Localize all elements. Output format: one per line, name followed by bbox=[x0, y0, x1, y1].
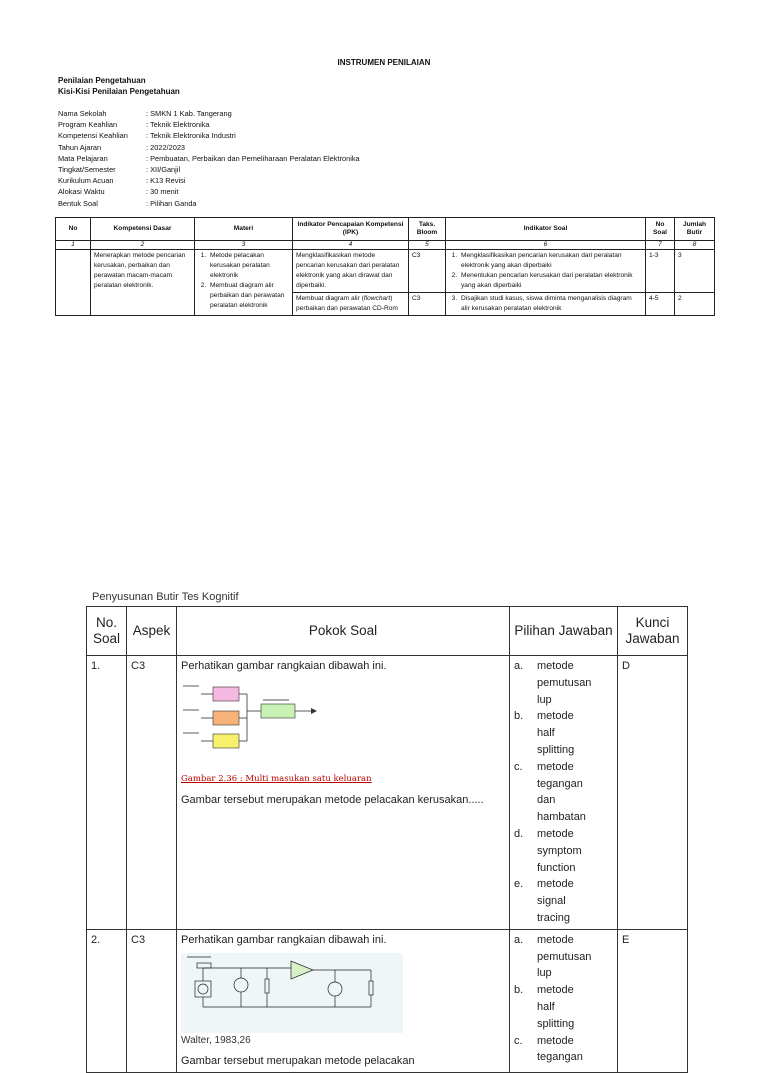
bloom-cell: C3 bbox=[409, 250, 446, 293]
question-text: Gambar tersebut merupakan metode pelacakan kerusakan..... bbox=[181, 793, 484, 806]
col-header: Pokok Soal bbox=[177, 607, 510, 656]
meta-row bbox=[58, 108, 360, 119]
column-number: 2 bbox=[91, 241, 195, 250]
col-header: Taks. Bloom bbox=[409, 218, 446, 241]
col-header: Kunci Jawaban bbox=[618, 607, 688, 656]
option-letter: d. bbox=[514, 827, 524, 840]
table-header-row bbox=[56, 218, 715, 241]
figure-caption: Gambar 2.36 : Multi masukan satu keluaran bbox=[181, 773, 372, 784]
meta-value: : 2022/2023 bbox=[146, 142, 186, 152]
meta-key: Tahun Ajaran bbox=[58, 142, 102, 152]
circuit-diagram-image bbox=[181, 953, 403, 1033]
indikator-soal-cell bbox=[446, 293, 646, 316]
section-title: Penyusunan Butir Tes Kognitif bbox=[92, 591, 239, 603]
option-letter: b. bbox=[514, 984, 524, 997]
table-row bbox=[87, 656, 688, 930]
column-number: 8 bbox=[675, 241, 715, 250]
pilihan-jawaban-cell bbox=[510, 656, 618, 930]
meta-row bbox=[58, 153, 360, 164]
answer-option bbox=[514, 826, 613, 876]
meta-key: Nama Sekolah bbox=[58, 109, 107, 118]
option-text: metode half splitting bbox=[537, 710, 575, 756]
meta-key: Mata Pelajaran bbox=[58, 153, 108, 163]
meta-value: : Pilihan Ganda bbox=[146, 198, 197, 208]
col-header: Indikator Soal bbox=[446, 218, 646, 241]
multi-input-diagram bbox=[181, 681, 341, 771]
col-header: Aspek bbox=[127, 607, 177, 656]
option-text: metode symptom function bbox=[537, 827, 582, 874]
meta-value: : Teknik Elektronika bbox=[146, 120, 210, 130]
table-row bbox=[87, 929, 688, 1072]
answer-option bbox=[514, 876, 613, 926]
col-header: Pilihan Jawaban bbox=[510, 607, 618, 656]
heading-kisi-kisi: Kisi-Kisi Penilaian Pengetahuan bbox=[58, 87, 180, 96]
meta-key: Kompetensi Keahlian bbox=[58, 131, 128, 141]
answer-option bbox=[514, 759, 613, 826]
option-text: metode pemutusan lup bbox=[537, 933, 592, 980]
column-number: 7 bbox=[646, 241, 675, 250]
pilihan-jawaban-cell bbox=[510, 929, 618, 1072]
meta-value: : Pembuatan, Perbaikan dan Pemeliharaan Peralatan Elektronika bbox=[146, 153, 360, 163]
no-soal-cell: 4-5 bbox=[646, 293, 675, 316]
meta-value: : XII/Ganjil bbox=[146, 165, 181, 175]
circuit-diagram-image bbox=[181, 681, 341, 771]
soal-number: 1. bbox=[87, 656, 127, 930]
col-header: No Soal bbox=[646, 218, 675, 241]
figure-caption: Walter, 1983,26 bbox=[181, 1034, 251, 1046]
meta-row bbox=[58, 130, 360, 141]
indikator-item: 2. Menentukan pencarian kerusakan dari peralatan elektronik yang akan diperbaiki bbox=[459, 271, 642, 291]
option-letter: c. bbox=[514, 1034, 523, 1047]
meta-key: Bentuk Soal bbox=[58, 198, 98, 208]
answer-option bbox=[514, 932, 613, 982]
col-header: Materi bbox=[195, 218, 293, 241]
indikator-item: 1. Mengklasifikasikan pencarian kerusakan dari peralatan elektronik yang akan diperbaiki bbox=[459, 251, 642, 271]
meta-key: Alokasi Waktu bbox=[58, 187, 105, 197]
meta-value: : SMKN 1 Kab. Tangerang bbox=[146, 109, 232, 118]
option-letter: c. bbox=[514, 760, 523, 773]
kunci-jawaban: D bbox=[618, 656, 688, 930]
jumlah-butir-cell: 3 bbox=[675, 250, 715, 293]
signal-circuit-diagram bbox=[181, 953, 403, 1033]
meta-value: : 30 menit bbox=[146, 187, 179, 197]
no-soal-cell: 1-3 bbox=[646, 250, 675, 293]
question-stem: Perhatikan gambar rangkaian dibawah ini. bbox=[181, 933, 387, 946]
col-header: Kompetensi Dasar bbox=[91, 218, 195, 241]
meta-row bbox=[58, 164, 360, 175]
option-letter: a. bbox=[514, 933, 524, 946]
question-text: Gambar tersebut merupakan metode pelacakan bbox=[181, 1055, 415, 1068]
ipk-cell: Mengklasifikasikan metode pencarian kerusakan dari peralatan elektronik yang akan dirawat dan diperbaiki. bbox=[293, 250, 409, 293]
indikator-soal-cell bbox=[446, 250, 646, 293]
option-letter: a. bbox=[514, 660, 524, 672]
materi-item: 2. Membuat diagram alir perbaikan dan perawatan peralatan elektronik bbox=[208, 281, 289, 311]
col-header: No bbox=[56, 218, 91, 241]
table-row bbox=[56, 250, 715, 293]
column-number-row bbox=[56, 241, 715, 250]
col-header: No. Soal bbox=[87, 607, 127, 656]
kompetensi-dasar-cell: Menerapkan metode pencarian kerusakan, perbaikan dan perawatan macam-macam peralatan elektronik. bbox=[91, 250, 195, 316]
meta-value: : Teknik Elektronika Industri bbox=[146, 131, 236, 141]
question-stem: Perhatikan gambar rangkaian dibawah ini. bbox=[181, 660, 387, 672]
option-text: metode half splitting bbox=[537, 984, 575, 1030]
kisi-kisi-table bbox=[55, 217, 715, 316]
kunci-jawaban: E bbox=[618, 929, 688, 1072]
meta-key: Tingkat/Semester bbox=[58, 165, 116, 175]
meta-row bbox=[58, 198, 360, 209]
jumlah-butir-cell: 2 bbox=[675, 293, 715, 316]
col-header: Jumlah Butir bbox=[675, 218, 715, 241]
bloom-cell: C3 bbox=[409, 293, 446, 316]
butir-tes-table bbox=[86, 606, 688, 1073]
answer-option bbox=[514, 658, 613, 708]
option-letter: e. bbox=[514, 878, 524, 891]
answer-option bbox=[514, 982, 613, 1032]
meta-row bbox=[58, 142, 360, 153]
option-text: metode signal tracing bbox=[537, 878, 574, 924]
ipk-text: ) perbaikan dan perawatan CD-Rom bbox=[296, 295, 398, 312]
meta-value: : K13 Revisi bbox=[146, 176, 186, 186]
ipk-cell bbox=[293, 293, 409, 316]
column-number: 5 bbox=[409, 241, 446, 250]
soal-aspek: C3 bbox=[127, 656, 177, 930]
option-letter: b. bbox=[514, 710, 524, 723]
option-text: metode tegangan dan hambatan bbox=[537, 760, 586, 824]
table-header-row bbox=[87, 607, 688, 656]
meta-key: Kurikulum Acuan bbox=[58, 176, 114, 186]
column-number: 3 bbox=[195, 241, 293, 250]
soal-number: 2. bbox=[87, 929, 127, 1072]
ipk-text: Membuat diagram alir ( bbox=[296, 295, 364, 302]
option-text: metode pemutusan lup bbox=[537, 660, 592, 706]
option-text: metode tegangan bbox=[537, 1034, 583, 1064]
col-header: Indikator Pencapaian Kompetensi (IPK) bbox=[293, 218, 409, 241]
answer-option bbox=[514, 1033, 613, 1067]
materi-item: 1. Metode pelacakan kerusakan peralatan elektronik bbox=[208, 251, 289, 281]
column-number: 1 bbox=[56, 241, 91, 250]
pokok-soal-cell bbox=[177, 656, 510, 930]
pokok-soal-cell bbox=[177, 929, 510, 1072]
meta-key: Program Keahlian bbox=[58, 120, 118, 130]
meta-row bbox=[58, 119, 360, 130]
soal-aspek: C3 bbox=[127, 929, 177, 1072]
ipk-term: flowchart bbox=[363, 295, 391, 302]
answer-option bbox=[514, 708, 613, 758]
materi-cell bbox=[195, 250, 293, 316]
page-title: INSTRUMEN PENILAIAN bbox=[337, 58, 431, 67]
row-no-cell bbox=[56, 250, 91, 316]
column-number: 6 bbox=[446, 241, 646, 250]
meta-row bbox=[58, 186, 360, 197]
meta-row bbox=[58, 175, 360, 186]
indikator-item: 3. Disajikan studi kasus, siswa diminta menganalisis diagram alir kerusakan peralatan elektronik bbox=[459, 294, 642, 314]
heading-penilaian: Penilaian Pengetahuan bbox=[58, 76, 146, 85]
identity-block bbox=[58, 108, 360, 209]
column-number: 4 bbox=[293, 241, 409, 250]
